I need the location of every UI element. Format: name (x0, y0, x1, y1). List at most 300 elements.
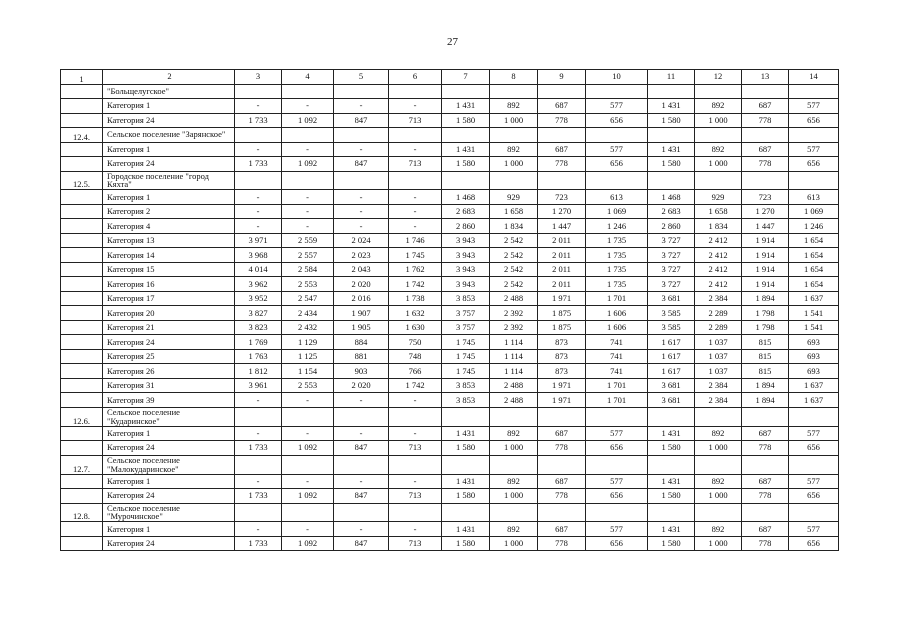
column-number-header: 14 (789, 70, 839, 85)
value-cell: 1 630 (389, 320, 442, 335)
value-cell: 1 468 (648, 190, 695, 205)
empty-cell (389, 455, 442, 474)
empty-cell (389, 407, 442, 426)
empty-cell (61, 306, 103, 321)
empty-cell (586, 171, 648, 190)
empty-cell (334, 128, 389, 143)
category-label: Категория 31 (103, 378, 235, 393)
value-cell: 2 542 (490, 277, 538, 292)
value-cell: 656 (789, 113, 839, 128)
value-cell: 2 384 (695, 393, 742, 408)
value-cell: 892 (695, 99, 742, 114)
value-cell: 2 023 (334, 248, 389, 263)
value-cell: 1 658 (695, 204, 742, 219)
empty-cell (61, 219, 103, 234)
value-cell: 687 (538, 522, 586, 537)
page-number: 27 (447, 36, 458, 48)
empty-cell (282, 455, 334, 474)
value-cell: 656 (789, 489, 839, 504)
value-cell: 713 (389, 441, 442, 456)
value-cell: - (235, 426, 282, 441)
value-cell: 778 (538, 536, 586, 551)
value-cell: 1 762 (389, 262, 442, 277)
value-cell: 1 069 (586, 204, 648, 219)
empty-cell (490, 171, 538, 190)
category-label: Категория 2 (103, 204, 235, 219)
value-cell: 778 (538, 441, 586, 456)
value-cell: 1 914 (742, 248, 789, 263)
value-cell: 2 434 (282, 306, 334, 321)
value-cell: 847 (334, 157, 389, 172)
empty-cell (442, 407, 490, 426)
empty-cell (789, 455, 839, 474)
empty-cell (61, 248, 103, 263)
value-cell: 1 092 (282, 489, 334, 504)
empty-cell (61, 349, 103, 364)
value-cell: 1 114 (490, 349, 538, 364)
value-cell: 1 092 (282, 113, 334, 128)
value-cell: 1 129 (282, 335, 334, 350)
value-cell: - (282, 219, 334, 234)
value-cell: 1 914 (742, 277, 789, 292)
section-name: Сельское поселение "Зарянское" (103, 128, 235, 143)
value-cell: 884 (334, 335, 389, 350)
value-cell: 1 637 (789, 393, 839, 408)
empty-cell (282, 84, 334, 99)
empty-cell (648, 407, 695, 426)
value-cell: 1 270 (742, 204, 789, 219)
table-row (61, 441, 839, 456)
value-cell: 1 246 (789, 219, 839, 234)
empty-cell (586, 503, 648, 522)
value-cell: 1 733 (235, 489, 282, 504)
value-cell: 750 (389, 335, 442, 350)
value-cell: 693 (789, 335, 839, 350)
category-label: Категория 13 (103, 233, 235, 248)
empty-cell (490, 407, 538, 426)
value-cell: 815 (742, 349, 789, 364)
value-cell: 577 (789, 99, 839, 114)
table-row (61, 233, 839, 248)
empty-cell (61, 393, 103, 408)
empty-cell (789, 407, 839, 426)
empty-cell (442, 503, 490, 522)
value-cell: 2 384 (695, 291, 742, 306)
value-cell: - (334, 204, 389, 219)
value-cell: 847 (334, 489, 389, 504)
value-cell: 1 798 (742, 320, 789, 335)
value-cell: 847 (334, 441, 389, 456)
value-cell: 1 580 (442, 113, 490, 128)
category-label: Категория 25 (103, 349, 235, 364)
category-label: Категория 26 (103, 364, 235, 379)
empty-cell (695, 503, 742, 522)
value-cell: 892 (490, 426, 538, 441)
value-cell: 1 632 (389, 306, 442, 321)
value-cell: 1 447 (538, 219, 586, 234)
tariff-table (60, 69, 839, 551)
value-cell: 1 907 (334, 306, 389, 321)
value-cell: 3 827 (235, 306, 282, 321)
value-cell: 929 (695, 190, 742, 205)
empty-cell (61, 204, 103, 219)
value-cell: - (282, 99, 334, 114)
value-cell: 3 823 (235, 320, 282, 335)
table-row (61, 277, 839, 292)
empty-cell (695, 407, 742, 426)
empty-cell (789, 503, 839, 522)
column-number-header: 3 (235, 70, 282, 85)
category-label: Категория 24 (103, 157, 235, 172)
value-cell: 2 683 (442, 204, 490, 219)
value-cell: - (334, 142, 389, 157)
value-cell: 3 585 (648, 320, 695, 335)
value-cell: 1 092 (282, 157, 334, 172)
empty-cell (742, 128, 789, 143)
value-cell: 1 894 (742, 393, 789, 408)
value-cell: 1 745 (442, 349, 490, 364)
value-cell: 577 (789, 474, 839, 489)
value-cell: 929 (490, 190, 538, 205)
category-label: Категория 1 (103, 190, 235, 205)
value-cell: 1 617 (648, 335, 695, 350)
value-cell: 3 968 (235, 248, 282, 263)
value-cell: 2 392 (490, 320, 538, 335)
category-label: Категория 20 (103, 306, 235, 321)
empty-cell (490, 503, 538, 522)
value-cell: 1 114 (490, 335, 538, 350)
empty-cell (538, 171, 586, 190)
empty-cell (789, 171, 839, 190)
empty-cell (538, 128, 586, 143)
value-cell: 1 468 (442, 190, 490, 205)
table-row (61, 157, 839, 172)
section-row (61, 455, 839, 474)
value-cell: 687 (538, 142, 586, 157)
value-cell: 2 412 (695, 262, 742, 277)
value-cell: 1 971 (538, 393, 586, 408)
section-row (61, 128, 839, 143)
value-cell: 2 289 (695, 320, 742, 335)
value-cell: 3 943 (442, 248, 490, 263)
value-cell: 1 742 (389, 277, 442, 292)
value-cell: - (389, 142, 442, 157)
value-cell: - (282, 142, 334, 157)
value-cell: 1 812 (235, 364, 282, 379)
empty-cell (282, 503, 334, 522)
empty-cell (61, 378, 103, 393)
value-cell: 1 914 (742, 233, 789, 248)
table-row (61, 306, 839, 321)
category-label: Категория 24 (103, 441, 235, 456)
value-cell: 577 (789, 522, 839, 537)
table-row (61, 426, 839, 441)
value-cell: 1 000 (695, 113, 742, 128)
empty-cell (61, 522, 103, 537)
value-cell: 1 000 (490, 489, 538, 504)
value-cell: 1 431 (442, 142, 490, 157)
value-cell: 892 (490, 522, 538, 537)
value-cell: - (282, 204, 334, 219)
value-cell: 3 681 (648, 393, 695, 408)
value-cell: 1 270 (538, 204, 586, 219)
table-row (61, 335, 839, 350)
empty-cell (538, 455, 586, 474)
value-cell: - (334, 99, 389, 114)
empty-cell (490, 128, 538, 143)
value-cell: 3 971 (235, 233, 282, 248)
value-cell: 1 037 (695, 364, 742, 379)
value-cell: 2 553 (282, 378, 334, 393)
value-cell: 741 (586, 335, 648, 350)
value-cell: 1 654 (789, 277, 839, 292)
table-row (61, 248, 839, 263)
value-cell: 2 584 (282, 262, 334, 277)
value-cell: 1 000 (490, 536, 538, 551)
empty-cell (586, 455, 648, 474)
value-cell: 2 542 (490, 262, 538, 277)
empty-cell (586, 407, 648, 426)
value-cell: 892 (490, 474, 538, 489)
value-cell: 577 (586, 426, 648, 441)
value-cell: 1 971 (538, 291, 586, 306)
empty-cell (61, 262, 103, 277)
value-cell: 3 853 (442, 378, 490, 393)
value-cell: 778 (742, 489, 789, 504)
value-cell: 3 943 (442, 262, 490, 277)
value-cell: 2 488 (490, 291, 538, 306)
value-cell: 1 733 (235, 157, 282, 172)
value-cell: 2 488 (490, 378, 538, 393)
value-cell: 1 745 (389, 248, 442, 263)
category-label: Категория 1 (103, 142, 235, 157)
value-cell: 1 733 (235, 113, 282, 128)
value-cell: 693 (789, 349, 839, 364)
column-number-header: 5 (334, 70, 389, 85)
category-label: Категория 17 (103, 291, 235, 306)
value-cell: 2 289 (695, 306, 742, 321)
value-cell: 847 (334, 113, 389, 128)
value-cell: 2 432 (282, 320, 334, 335)
empty-cell (389, 171, 442, 190)
column-number-header: 7 (442, 70, 490, 85)
value-cell: 741 (586, 364, 648, 379)
value-cell: 2 011 (538, 277, 586, 292)
table-row (61, 349, 839, 364)
value-cell: 2 542 (490, 248, 538, 263)
empty-cell (61, 142, 103, 157)
value-cell: 3 757 (442, 306, 490, 321)
empty-cell (389, 84, 442, 99)
table-row (61, 291, 839, 306)
empty-cell (538, 503, 586, 522)
table-row (61, 262, 839, 277)
value-cell: 1 114 (490, 364, 538, 379)
value-cell: 1 637 (789, 378, 839, 393)
category-label: Категория 24 (103, 335, 235, 350)
category-label: Категория 4 (103, 219, 235, 234)
column-number-header: 6 (389, 70, 442, 85)
value-cell: 881 (334, 349, 389, 364)
value-cell: 1 000 (695, 536, 742, 551)
table-row (61, 219, 839, 234)
value-cell: 1 000 (695, 489, 742, 504)
value-cell: - (235, 190, 282, 205)
value-cell: 1 735 (586, 262, 648, 277)
empty-cell (61, 489, 103, 504)
empty-cell (334, 455, 389, 474)
value-cell: 1 431 (648, 99, 695, 114)
section-name: Сельское поселение "Мурочинское" (103, 503, 235, 522)
value-cell: 1 431 (648, 522, 695, 537)
value-cell: 4 014 (235, 262, 282, 277)
category-label: Категория 14 (103, 248, 235, 263)
table-row (61, 364, 839, 379)
value-cell: 3 757 (442, 320, 490, 335)
table-row (61, 204, 839, 219)
column-number-header: 2 (103, 70, 235, 85)
value-cell: 613 (789, 190, 839, 205)
value-cell: 723 (742, 190, 789, 205)
value-cell: 1 000 (490, 157, 538, 172)
value-cell: 892 (490, 142, 538, 157)
value-cell: 687 (742, 474, 789, 489)
value-cell: - (389, 426, 442, 441)
value-cell: 778 (538, 157, 586, 172)
value-cell: 1 580 (648, 536, 695, 551)
table-row (61, 474, 839, 489)
value-cell: 1 580 (442, 536, 490, 551)
value-cell: 2 412 (695, 248, 742, 263)
value-cell: 687 (538, 474, 586, 489)
table-row (61, 190, 839, 205)
category-label: Категория 24 (103, 536, 235, 551)
empty-cell (442, 84, 490, 99)
column-number-header: 4 (282, 70, 334, 85)
empty-cell (334, 503, 389, 522)
value-cell: - (235, 204, 282, 219)
header-row (61, 70, 839, 85)
value-cell: 766 (389, 364, 442, 379)
empty-cell (648, 455, 695, 474)
value-cell: 1 447 (742, 219, 789, 234)
empty-cell (61, 277, 103, 292)
value-cell: 892 (695, 142, 742, 157)
empty-cell (235, 171, 282, 190)
value-cell: 1 606 (586, 306, 648, 321)
value-cell: 2 011 (538, 248, 586, 263)
section-number: 12.6. (61, 407, 103, 426)
empty-cell (695, 171, 742, 190)
category-label: Категория 24 (103, 113, 235, 128)
empty-cell (61, 113, 103, 128)
value-cell: 1 745 (442, 335, 490, 350)
value-cell: 1 037 (695, 335, 742, 350)
value-cell: 687 (742, 522, 789, 537)
value-cell: 656 (586, 441, 648, 456)
value-cell: 1 894 (742, 291, 789, 306)
empty-cell (648, 503, 695, 522)
empty-cell (334, 171, 389, 190)
value-cell: 3 962 (235, 277, 282, 292)
table-row (61, 113, 839, 128)
empty-cell (61, 190, 103, 205)
value-cell: 2 024 (334, 233, 389, 248)
value-cell: 3 853 (442, 291, 490, 306)
value-cell: 778 (742, 157, 789, 172)
value-cell: - (235, 99, 282, 114)
value-cell: 892 (695, 522, 742, 537)
value-cell: 1 733 (235, 441, 282, 456)
empty-cell (61, 157, 103, 172)
empty-cell (61, 441, 103, 456)
section-row (61, 171, 839, 190)
value-cell: 2 384 (695, 378, 742, 393)
section-number: 12.7. (61, 455, 103, 474)
value-cell: 1 701 (586, 291, 648, 306)
value-cell: 2 488 (490, 393, 538, 408)
value-cell: 1 431 (442, 426, 490, 441)
empty-cell (695, 128, 742, 143)
value-cell: 687 (742, 426, 789, 441)
value-cell: - (334, 474, 389, 489)
value-cell: 1 971 (538, 378, 586, 393)
value-cell: - (389, 204, 442, 219)
empty-cell (61, 320, 103, 335)
table-row (61, 522, 839, 537)
value-cell: - (389, 219, 442, 234)
category-label: Категория 1 (103, 99, 235, 114)
value-cell: 1 735 (586, 277, 648, 292)
value-cell: 687 (538, 99, 586, 114)
value-cell: 1 580 (442, 157, 490, 172)
value-cell: 778 (538, 113, 586, 128)
value-cell: - (282, 190, 334, 205)
value-cell: 1 763 (235, 349, 282, 364)
value-cell: 3 681 (648, 291, 695, 306)
column-number-header: 11 (648, 70, 695, 85)
value-cell: 723 (538, 190, 586, 205)
value-cell: 577 (586, 99, 648, 114)
empty-cell (538, 407, 586, 426)
value-cell: 1 905 (334, 320, 389, 335)
category-label: Категория 21 (103, 320, 235, 335)
value-cell: 815 (742, 335, 789, 350)
empty-cell (61, 335, 103, 350)
section-name: Сельское поселение "Кударинское" (103, 407, 235, 426)
value-cell: 1 798 (742, 306, 789, 321)
empty-cell (789, 128, 839, 143)
category-label: Категория 1 (103, 474, 235, 489)
value-cell: 1 541 (789, 320, 839, 335)
empty-cell (235, 128, 282, 143)
value-cell: 3 943 (442, 277, 490, 292)
value-cell: 1 742 (389, 378, 442, 393)
column-number-header: 10 (586, 70, 648, 85)
category-label: Категория 1 (103, 426, 235, 441)
section-row (61, 84, 839, 99)
empty-cell (61, 364, 103, 379)
value-cell: 1 125 (282, 349, 334, 364)
empty-cell (742, 171, 789, 190)
value-cell: 3 681 (648, 378, 695, 393)
empty-cell (586, 84, 648, 99)
value-cell: 2 553 (282, 277, 334, 292)
value-cell: 815 (742, 364, 789, 379)
empty-cell (282, 171, 334, 190)
value-cell: 3 727 (648, 248, 695, 263)
value-cell: 2 542 (490, 233, 538, 248)
